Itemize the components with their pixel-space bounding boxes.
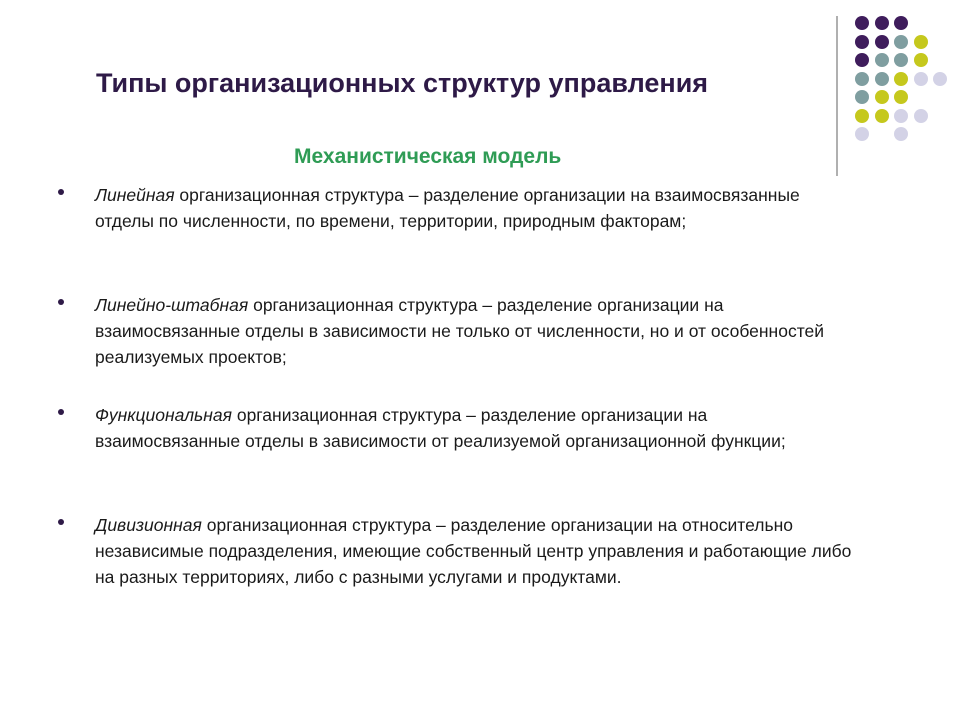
vertical-divider xyxy=(836,16,838,176)
slide-title: Типы организационных структур управления xyxy=(96,68,709,98)
bullet-dot-icon xyxy=(58,519,64,525)
decorative-dot-teal xyxy=(855,90,869,104)
decorative-dot-olive xyxy=(914,35,928,49)
bullet-text xyxy=(95,512,855,590)
decorative-dot-olive xyxy=(855,109,869,123)
decorative-dot-lavender xyxy=(894,109,908,123)
decorative-dot-purple xyxy=(855,53,869,67)
bullet-dot-icon xyxy=(58,409,64,415)
decorative-dot-lavender xyxy=(933,72,947,86)
decorative-dot-teal xyxy=(875,53,889,67)
bullet-dot-icon xyxy=(58,189,64,195)
slide-subtitle: Механистическая модель xyxy=(294,145,562,168)
decorative-dot-lavender xyxy=(894,127,908,141)
bullet-dot-icon xyxy=(58,299,64,305)
decorative-dot-olive xyxy=(875,90,889,104)
decorative-dot-lavender xyxy=(914,109,928,123)
decorative-dot-purple xyxy=(855,16,869,30)
bullet-description: организационная структура – разделение организации на взаимосвязанные отделы в зависимости не только от численности, но и от особенностей реализуемых проектов; xyxy=(95,295,825,367)
bullet-text xyxy=(95,182,855,234)
decorative-dot-purple xyxy=(875,16,889,30)
decorative-dot-teal xyxy=(855,72,869,86)
decorative-dot-purple xyxy=(855,35,869,49)
bullet-text xyxy=(95,292,855,370)
decorative-dot-lavender xyxy=(855,127,869,141)
decorative-dot-olive xyxy=(875,109,889,123)
decorative-dot-olive xyxy=(914,53,928,67)
decorative-dot-purple xyxy=(894,16,908,30)
bullet-description: организационная структура – разделение организации на взаимосвязанные отделы по численности, по времени, территории, природным факторам; xyxy=(95,185,800,231)
decorative-dot-teal xyxy=(894,35,908,49)
decorative-dot-olive xyxy=(894,72,908,86)
bullet-term: Функциональная xyxy=(95,405,232,425)
decorative-dot-olive xyxy=(894,90,908,104)
bullet-description: организационная структура – разделение организации на взаимосвязанные отделы в зависимости от реализуемой организационной функции; xyxy=(95,405,786,451)
bullet-text xyxy=(95,402,855,454)
bullet-term: Линейно-штабная xyxy=(95,295,249,315)
decorative-dot-lavender xyxy=(914,72,928,86)
bullet-description: организационная структура – разделение организации на относительно независимые подразделения, имеющие собственный центр управления и работающие либо на разных территориях, либо с разными услугами и продуктами. xyxy=(95,515,852,587)
decorative-dot-purple xyxy=(875,35,889,49)
bullet-term: Линейная xyxy=(95,185,175,205)
bullet-term: Дивизионная xyxy=(95,515,202,535)
decorative-dot-teal xyxy=(894,53,908,67)
decorative-dot-teal xyxy=(875,72,889,86)
